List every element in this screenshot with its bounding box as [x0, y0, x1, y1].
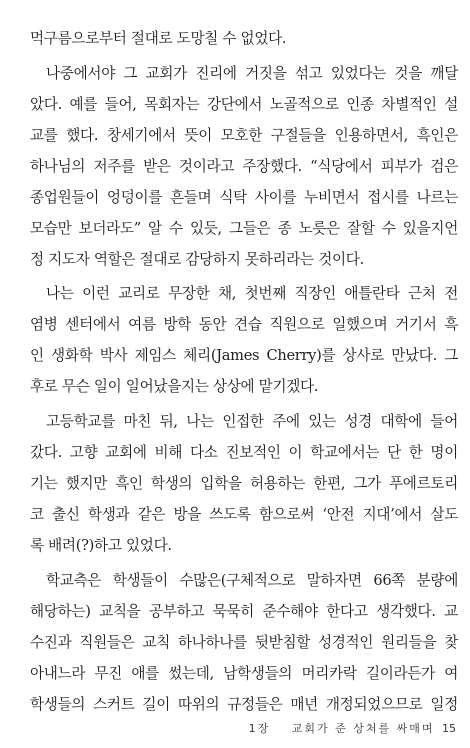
text-line: 아내느라 무진 애를 썼는데, 남학생들의 머리카락 길이라든가 여: [30, 665, 458, 682]
text-line: 염병 센터에서 여름 방학 동안 견습 직원으로 일했으며 거기서 흑: [30, 316, 458, 333]
text-line: 수진과 직원들은 교칙 하나하나를 뒷받침할 성경적인 원리들을 찾: [30, 634, 458, 651]
footer-chapter: 1장: [248, 722, 271, 735]
text-line: 해당하는) 교칙을 공부하고 묵묵히 준수해야 한다고 생각했다. 교: [30, 603, 458, 620]
text-line: 먹구름으로부터 절대로 도망칠 수 없었다.: [30, 30, 287, 47]
text-line: 았다. 예를 들어, 목회자는 강단에서 노골적으로 인종 차별적인 설: [30, 96, 458, 113]
text-line: 록 배려(?)하고 있었다.: [30, 537, 172, 554]
paragraph-first-line: 학교측은 학생들이 수많은(구체적으로 말하자면 66쪽 분량에: [46, 572, 458, 589]
text-line: 기는 했지만 흑인 학생의 입학을 허용하는 한편, 그가 푸에르토리: [30, 475, 458, 492]
page-footer: [249, 720, 456, 736]
text-line: 하나님의 저주를 받은 것이라고 주장했다. “식당에서 피부가 검은: [30, 158, 458, 175]
paragraph-first-line: 나중에서야 그 교회가 진리에 거짓을 섞고 있었다는 것을 깨달: [46, 65, 458, 82]
paragraph-first-line: 나는 이런 교리로 무장한 채, 첫번째 직장인 애틀란타 근처 전: [46, 285, 458, 302]
text-line: 후로 무슨 일이 일어났을지는 상상에 맡기겠다.: [30, 378, 319, 395]
text-line: 모습만 보더라도” 알 수 있듯, 그들은 종 노릇은 잘할 수 있을지언: [30, 220, 458, 237]
text-line: 교를 했다. 창세기에서 뜻이 모호한 구절들을 인용하면서, 흑인은: [30, 127, 458, 144]
text-line: 갔다. 고향 교회에 비해 다소 진보적인 이 학교에서는 단 한 명이: [30, 444, 458, 461]
text-line: 종업원들이 엉덩이를 흔들며 식탁 사이를 누비면서 접시를 나르는: [30, 189, 458, 206]
page-number: 15: [442, 722, 456, 735]
text-line: 인 생화학 박사 제임스 체리(James Cherry)를 상사로 만났다. 그: [30, 347, 458, 364]
text-line: 코 출신 학생과 같은 방을 쓰도록 함으로써 ‘안전 지대’에서 살도: [30, 506, 458, 523]
text-line: 정 지도자 역할은 절대로 감당하지 못하리라는 것이다.: [30, 251, 364, 268]
paragraph-first-line: 고등학교를 마친 뒤, 나는 인접한 주에 있는 성경 대학에 들어: [46, 413, 458, 430]
text-line: 학생들의 스커트 길이 따위의 규정들은 매년 개정되었으므로 일정: [30, 696, 458, 713]
footer-running-title: 교회가 준 상처를 싸매며: [291, 722, 435, 735]
